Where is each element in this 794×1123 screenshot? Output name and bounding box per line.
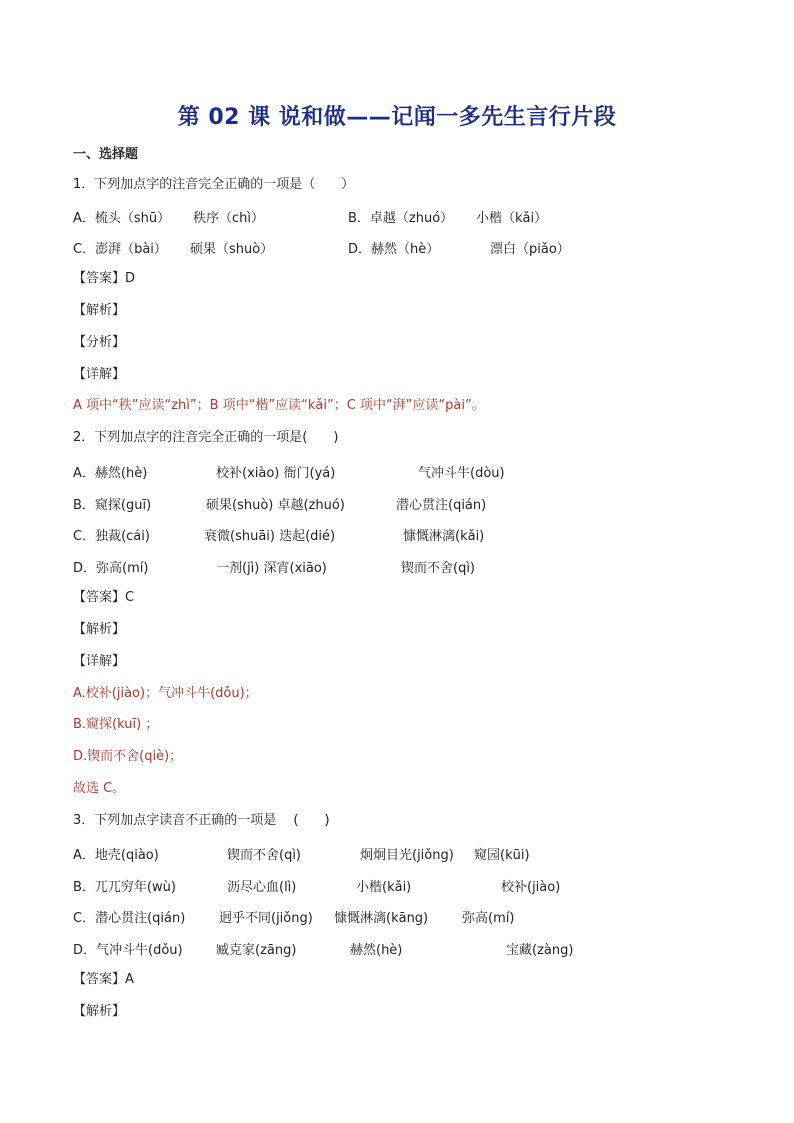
q2-detail-line-4: 故选 C。 bbox=[73, 781, 126, 796]
q2-option-b-3: 潜心贯注(qián) bbox=[396, 498, 487, 513]
q2-option-a: A．赫然(hè) bbox=[73, 466, 148, 481]
q1-option-b: B．卓越（zhuó） bbox=[348, 211, 454, 226]
q2-stem: 2．下列加点字的注音完全正确的一项是( ) bbox=[73, 430, 339, 445]
q1-option-b-2: 小楷（kǎi） bbox=[476, 211, 548, 226]
q3-option-d-4: 宝藏(zàng) bbox=[506, 943, 574, 958]
q1-option-d: D．赫然（hè） bbox=[348, 242, 440, 257]
q2-option-b: B．窥探(guī) bbox=[73, 498, 152, 513]
q2-detail-label: 【详解】 bbox=[73, 654, 126, 669]
q2-option-c-2: 衰微(shuāi) 迭起(dié) bbox=[204, 529, 336, 544]
q1-detail-text: A 项中“秩”应读“zhì”；B 项中“楷”应读“kǎi”；C 项中“湃”应读“pài”。 bbox=[73, 398, 485, 413]
q3-option-a: A．地壳(qiào) bbox=[73, 848, 159, 863]
q3-stem: 3．下列加点字读音不正确的一项是 ( ) bbox=[73, 813, 330, 828]
q1-option-a-2: 秩序（chì） bbox=[193, 211, 264, 226]
q2-option-d-3: 锲而不舍(qì) bbox=[401, 561, 476, 576]
q2-detail-line-2: B.窥探(kuī) ； bbox=[73, 717, 159, 732]
section-heading: 一、选择题 bbox=[73, 147, 139, 162]
q3-option-b-2: 沥尽心血(lì) bbox=[227, 880, 297, 895]
q2-option-d-2: 一剂(jì) 深宵(xiāo) bbox=[216, 561, 327, 576]
q3-analysis-label: 【解析】 bbox=[73, 1004, 126, 1019]
q2-detail-line-3: D.锲而不舍(qiè)； bbox=[73, 749, 183, 764]
q3-option-a-4: 窥园(kūi) bbox=[474, 848, 530, 863]
q3-option-c-2: 迥乎不同(jiǒng) bbox=[219, 911, 313, 926]
q1-option-a: A．梳头（shū） bbox=[73, 211, 171, 226]
q1-option-c-2: 硕果（shuò） bbox=[190, 242, 274, 257]
q1-analysis-label: 【解析】 bbox=[73, 303, 126, 318]
q2-option-a-2: 校补(xiào) 衙门(yá) bbox=[216, 466, 336, 481]
q3-option-c-3: 慷慨淋漓(kāng) bbox=[334, 911, 429, 926]
q2-option-b-2: 硕果(shuò) 卓越(zhuó) bbox=[206, 498, 345, 513]
q1-answer: 【答案】D bbox=[73, 271, 136, 286]
q3-option-d: D．气冲斗牛(dǒu) bbox=[73, 943, 183, 958]
q1-option-d-2: 漂白（piǎo） bbox=[490, 242, 570, 257]
q3-answer: 【答案】A bbox=[73, 972, 134, 987]
q3-option-c-4: 弥高(mí) bbox=[462, 911, 515, 926]
q2-answer: 【答案】C bbox=[73, 590, 135, 605]
q1-fenxi-label: 【分析】 bbox=[73, 335, 126, 350]
q1-option-c: C．澎湃（bài） bbox=[73, 242, 167, 257]
q3-option-d-3: 赫然(hè) bbox=[350, 943, 403, 958]
q2-option-a-3: 气冲斗牛(dòu) bbox=[418, 466, 505, 481]
q1-detail-label: 【详解】 bbox=[73, 367, 126, 382]
q2-option-c-3: 慷慨淋漓(kǎi) bbox=[403, 529, 485, 544]
q3-option-c: C．潜心贯注(qián) bbox=[73, 911, 186, 926]
q2-option-c: C．独裁(cái) bbox=[73, 529, 150, 544]
page-title: 第 02 课 说和做——记闻一多先生言行片段 bbox=[177, 105, 617, 130]
q3-option-a-2: 锲而不舍(qì) bbox=[227, 848, 302, 863]
q3-option-b-4: 校补(jiào) bbox=[501, 880, 561, 895]
q3-option-d-2: 臧克家(zāng) bbox=[216, 943, 297, 958]
q3-option-b-3: 小楷(kǎi) bbox=[356, 880, 412, 895]
q2-option-d: D．弥高(mí) bbox=[73, 561, 149, 576]
q2-analysis-label: 【解析】 bbox=[73, 622, 126, 637]
q2-detail-line-1: A.校补(jiào)；气冲斗牛(dǒu)； bbox=[73, 686, 258, 701]
q3-option-a-3: 炯炯目光(jiǒng) bbox=[360, 848, 454, 863]
q1-stem: 1．下列加点字的注音完全正确的一项是（ ） bbox=[73, 177, 355, 192]
q3-option-b: B．兀兀穷年(wù) bbox=[73, 880, 176, 895]
